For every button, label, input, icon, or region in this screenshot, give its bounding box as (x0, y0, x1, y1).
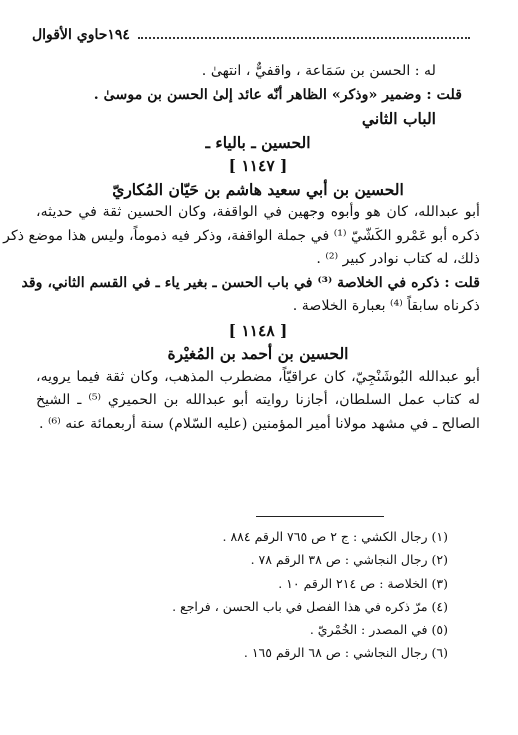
footnote: (٣) الخلاصة : ص ٢١٤ الرقم ١٠ . (278, 575, 448, 591)
text-line: له كتاب عمل السلطان، أجازنا روايته أبو عبدالله بن الحميري ⁽⁵⁾ ـ الشيخ (36, 392, 481, 408)
footnote: (٥) في المصدر : الخُمْريّ . (309, 622, 448, 638)
section-heading: الحسين بن أبي سعيد هاشم بن حَيّان المُكاريّ (112, 179, 404, 199)
text-line: أبو عبدالله، كان هو وأبوه وجهين في الواقفة، وكان الحسين ثقة في حديثه، (36, 204, 480, 220)
section-heading: [ ١١٤٧ ] (228, 156, 288, 175)
footnote: (٤) مرّ ذكره في هذا الفصل في باب الحسن ، فراجع . (172, 598, 448, 614)
running-header (32, 24, 478, 46)
section-heading: الحسين ـ بالياء ـ (205, 132, 311, 152)
section-heading: [ ١١٤٨ ] (228, 320, 288, 340)
main-text (3, 60, 481, 436)
text-line: أبو عبدالله البُوشَنْجِيّ، كان عراقيّاً، مضطرب المذهب، وكان ثقة فيما يرويه، (36, 368, 480, 385)
text-line: ذكرناه سابقاً ⁽⁴⁾ بعبارة الخلاصة . (292, 298, 480, 314)
footnote: (٦) رجال النجاشي : ص ٦٨ الرقم ١٦٥ . (243, 645, 448, 661)
section-heading: الحسين بن أحمد بن المُغيْرة (167, 344, 349, 363)
text-line: له : الحسن بن سَمَاعة ، واقفيٌّ ، انتهىٰ . (201, 63, 436, 79)
header-dot-leader (138, 37, 470, 39)
footnote: (٢) رجال النجاشي : ص ٣٨ الرقم ٧٨ . (250, 552, 448, 568)
text-line: قلت : ذكره في الخلاصة ⁽³⁾ في باب الحسن ـ بغير ياء ـ في القسم الثاني، وقد (21, 274, 480, 291)
section-heading: الباب الثاني (361, 109, 436, 128)
text-line: قلت : وضمير «وذكر» الظاهر أنّه عائد إلىٰ الحسن بن موسىٰ . (93, 86, 462, 103)
footnote: (١) رجال الكشي : ج ٢ ص ٧٦٥ الرقم ٨٨٤ . (222, 529, 448, 544)
text-line: ذكره أبو عَمْرو الكَشّيّ ⁽¹⁾ في جملة الواقفة، وذكر فيه ذموماً، وليس هذا موضع ذكر (3, 227, 480, 244)
footnotes (120, 525, 448, 665)
page-number: ١٩٤ (107, 27, 130, 43)
text-line: ذلك، له كتاب نوادر كبير ⁽²⁾ . (316, 251, 480, 267)
footnote-separator (256, 516, 384, 517)
text-line: الصالح ـ في مشهد مولانا أمير المؤمنين (عليه السّلام) سنة أربعمائة عنه ⁽⁶⁾ . (39, 415, 480, 432)
running-title: حاوي الأقوال (32, 27, 108, 43)
